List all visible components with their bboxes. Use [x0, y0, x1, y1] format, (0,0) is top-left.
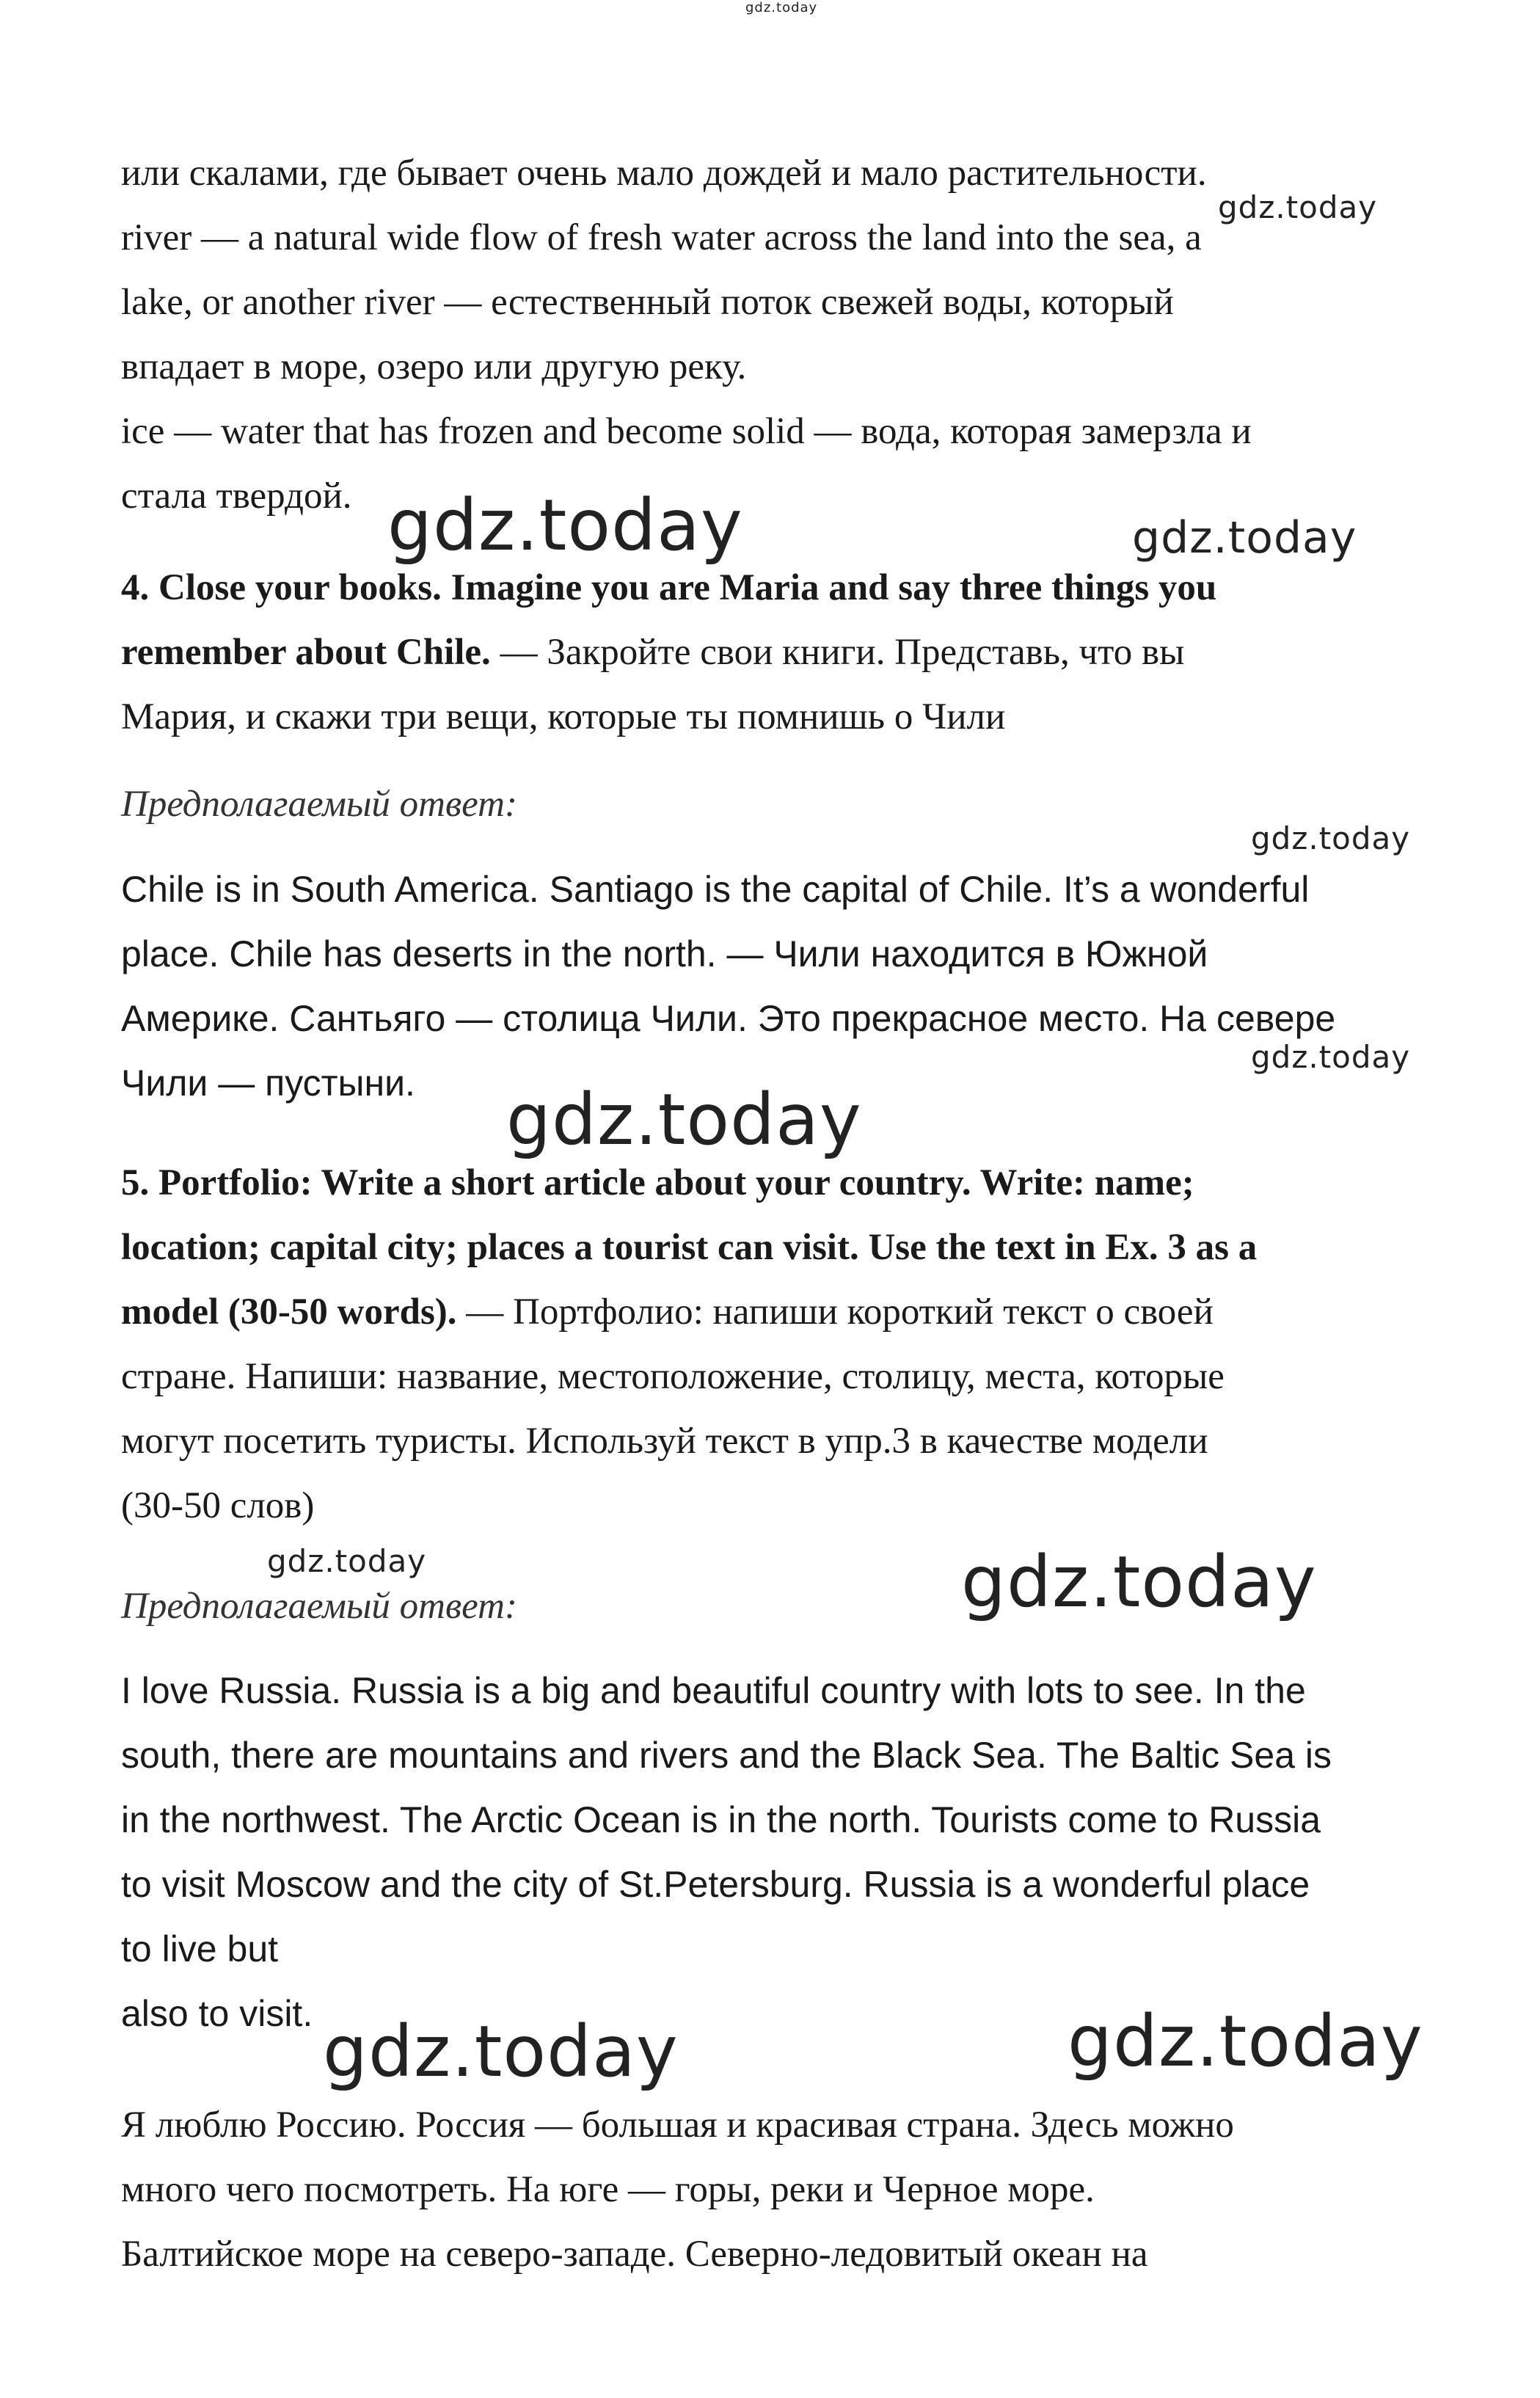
- task4-heading: [121, 555, 1442, 749]
- task4-answer-label: Предполагаемый ответ:: [121, 784, 517, 825]
- task5-answer-ru-line: Я люблю Россию. Россия — большая и красивая страна. Здесь можно: [121, 2104, 1234, 2146]
- watermark: gdz.today: [506, 1079, 862, 1161]
- task5-answer-ru: [121, 2093, 1442, 2286]
- task5-answer-line: to live but: [121, 1928, 279, 1969]
- watermark: gdz.today: [1251, 1039, 1411, 1075]
- watermark: gdz.today: [387, 484, 743, 566]
- task5-answer-line: in the northwest. The Arctic Ocean is in the north. Tourists come to Russia: [121, 1799, 1321, 1840]
- watermark: gdz.today: [1068, 2000, 1423, 2082]
- task4-answer-line: Чили — пустыни.: [121, 1063, 415, 1104]
- task4-answer-line: Америке. Сантьяго — столица Чили. Это прекрасное место. На севере: [121, 998, 1336, 1039]
- watermark: gdz.today: [267, 1543, 427, 1579]
- vocab-line: river — a natural wide flow of fresh water across the land into the sea, a: [121, 217, 1202, 258]
- task5-heading-line: location; capital city; places a tourist can visit. Use the text in Ex. 3 as a: [121, 1227, 1258, 1268]
- vocab-line: или скалами, где бывает очень мало дождей и мало растительности.: [121, 153, 1207, 194]
- task5-translation-line: стране. Напиши: название, местоположение, столицу, места, которые: [121, 1356, 1225, 1397]
- vocab-line: lake, or another river — естественный поток свежей воды, который: [121, 282, 1174, 323]
- watermark: gdz.today: [323, 2011, 679, 2093]
- task5-translation: — Портфолио: напиши короткий текст о своей: [456, 1291, 1214, 1333]
- task4-heading-line: 4. Close your books. Imagine you are Maria and say three things you: [121, 567, 1217, 608]
- vocab-line: ice — water that has frozen and become solid — вода, которая замерзла и: [121, 411, 1252, 452]
- task4-translation: — Закройте свои книги. Представь, что вы: [490, 632, 1185, 673]
- task5-translation-line: могут посетить туристы. Используй текст в упр.3 в качестве модели: [121, 1421, 1208, 1462]
- task5-answer-ru-line: много чего посмотреть. На юге — горы, реки и Черное море.: [121, 2169, 1095, 2210]
- task5-answer-line: also to visit.: [121, 1993, 313, 2034]
- task4-translation-line: Мария, и скажи три вещи, которые ты помнишь о Чили: [121, 696, 1006, 737]
- task5-answer-en: [121, 1658, 1442, 2046]
- task4-heading-line: remember about Chile.: [121, 632, 491, 673]
- task5-answer-line: I love Russia. Russia is a big and beautiful country with lots to see. In the: [121, 1670, 1306, 1711]
- task5-heading-line: model (30-50 words).: [121, 1291, 457, 1333]
- task4-answer-line: Chile is in South America. Santiago is the capital of Chile. It’s a wonderful: [121, 869, 1310, 910]
- watermark: gdz.today: [1218, 189, 1378, 225]
- watermark: gdz.today: [745, 0, 818, 15]
- task5-translation-line: (30-50 слов): [121, 1485, 315, 1526]
- task4-answer: [121, 857, 1442, 1115]
- task5-heading: [121, 1151, 1442, 1538]
- vocab-line: впадает в море, озеро или другую реку.: [121, 346, 747, 387]
- task4-answer-line: place. Chile has deserts in the north. — Чили находится в Южной: [121, 933, 1208, 974]
- vocab-line: стала твердой.: [121, 475, 352, 517]
- watermark: gdz.today: [961, 1541, 1317, 1623]
- task5-answer-ru-line: Балтийское море на северо-западе. Северно-ледовитый океан на: [121, 2234, 1148, 2275]
- task5-answer-label: Предполагаемый ответ:: [121, 1586, 517, 1627]
- watermark: gdz.today: [1251, 820, 1411, 856]
- watermark: gdz.today: [1132, 512, 1357, 564]
- task5-answer-line: south, there are mountains and rivers and the Black Sea. The Baltic Sea is: [121, 1735, 1332, 1776]
- task5-heading-line: 5. Portfolio: Write a short article about your country. Write: name;: [121, 1162, 1194, 1203]
- task5-answer-line: to visit Moscow and the city of St.Petersburg. Russia is a wonderful place: [121, 1864, 1310, 1905]
